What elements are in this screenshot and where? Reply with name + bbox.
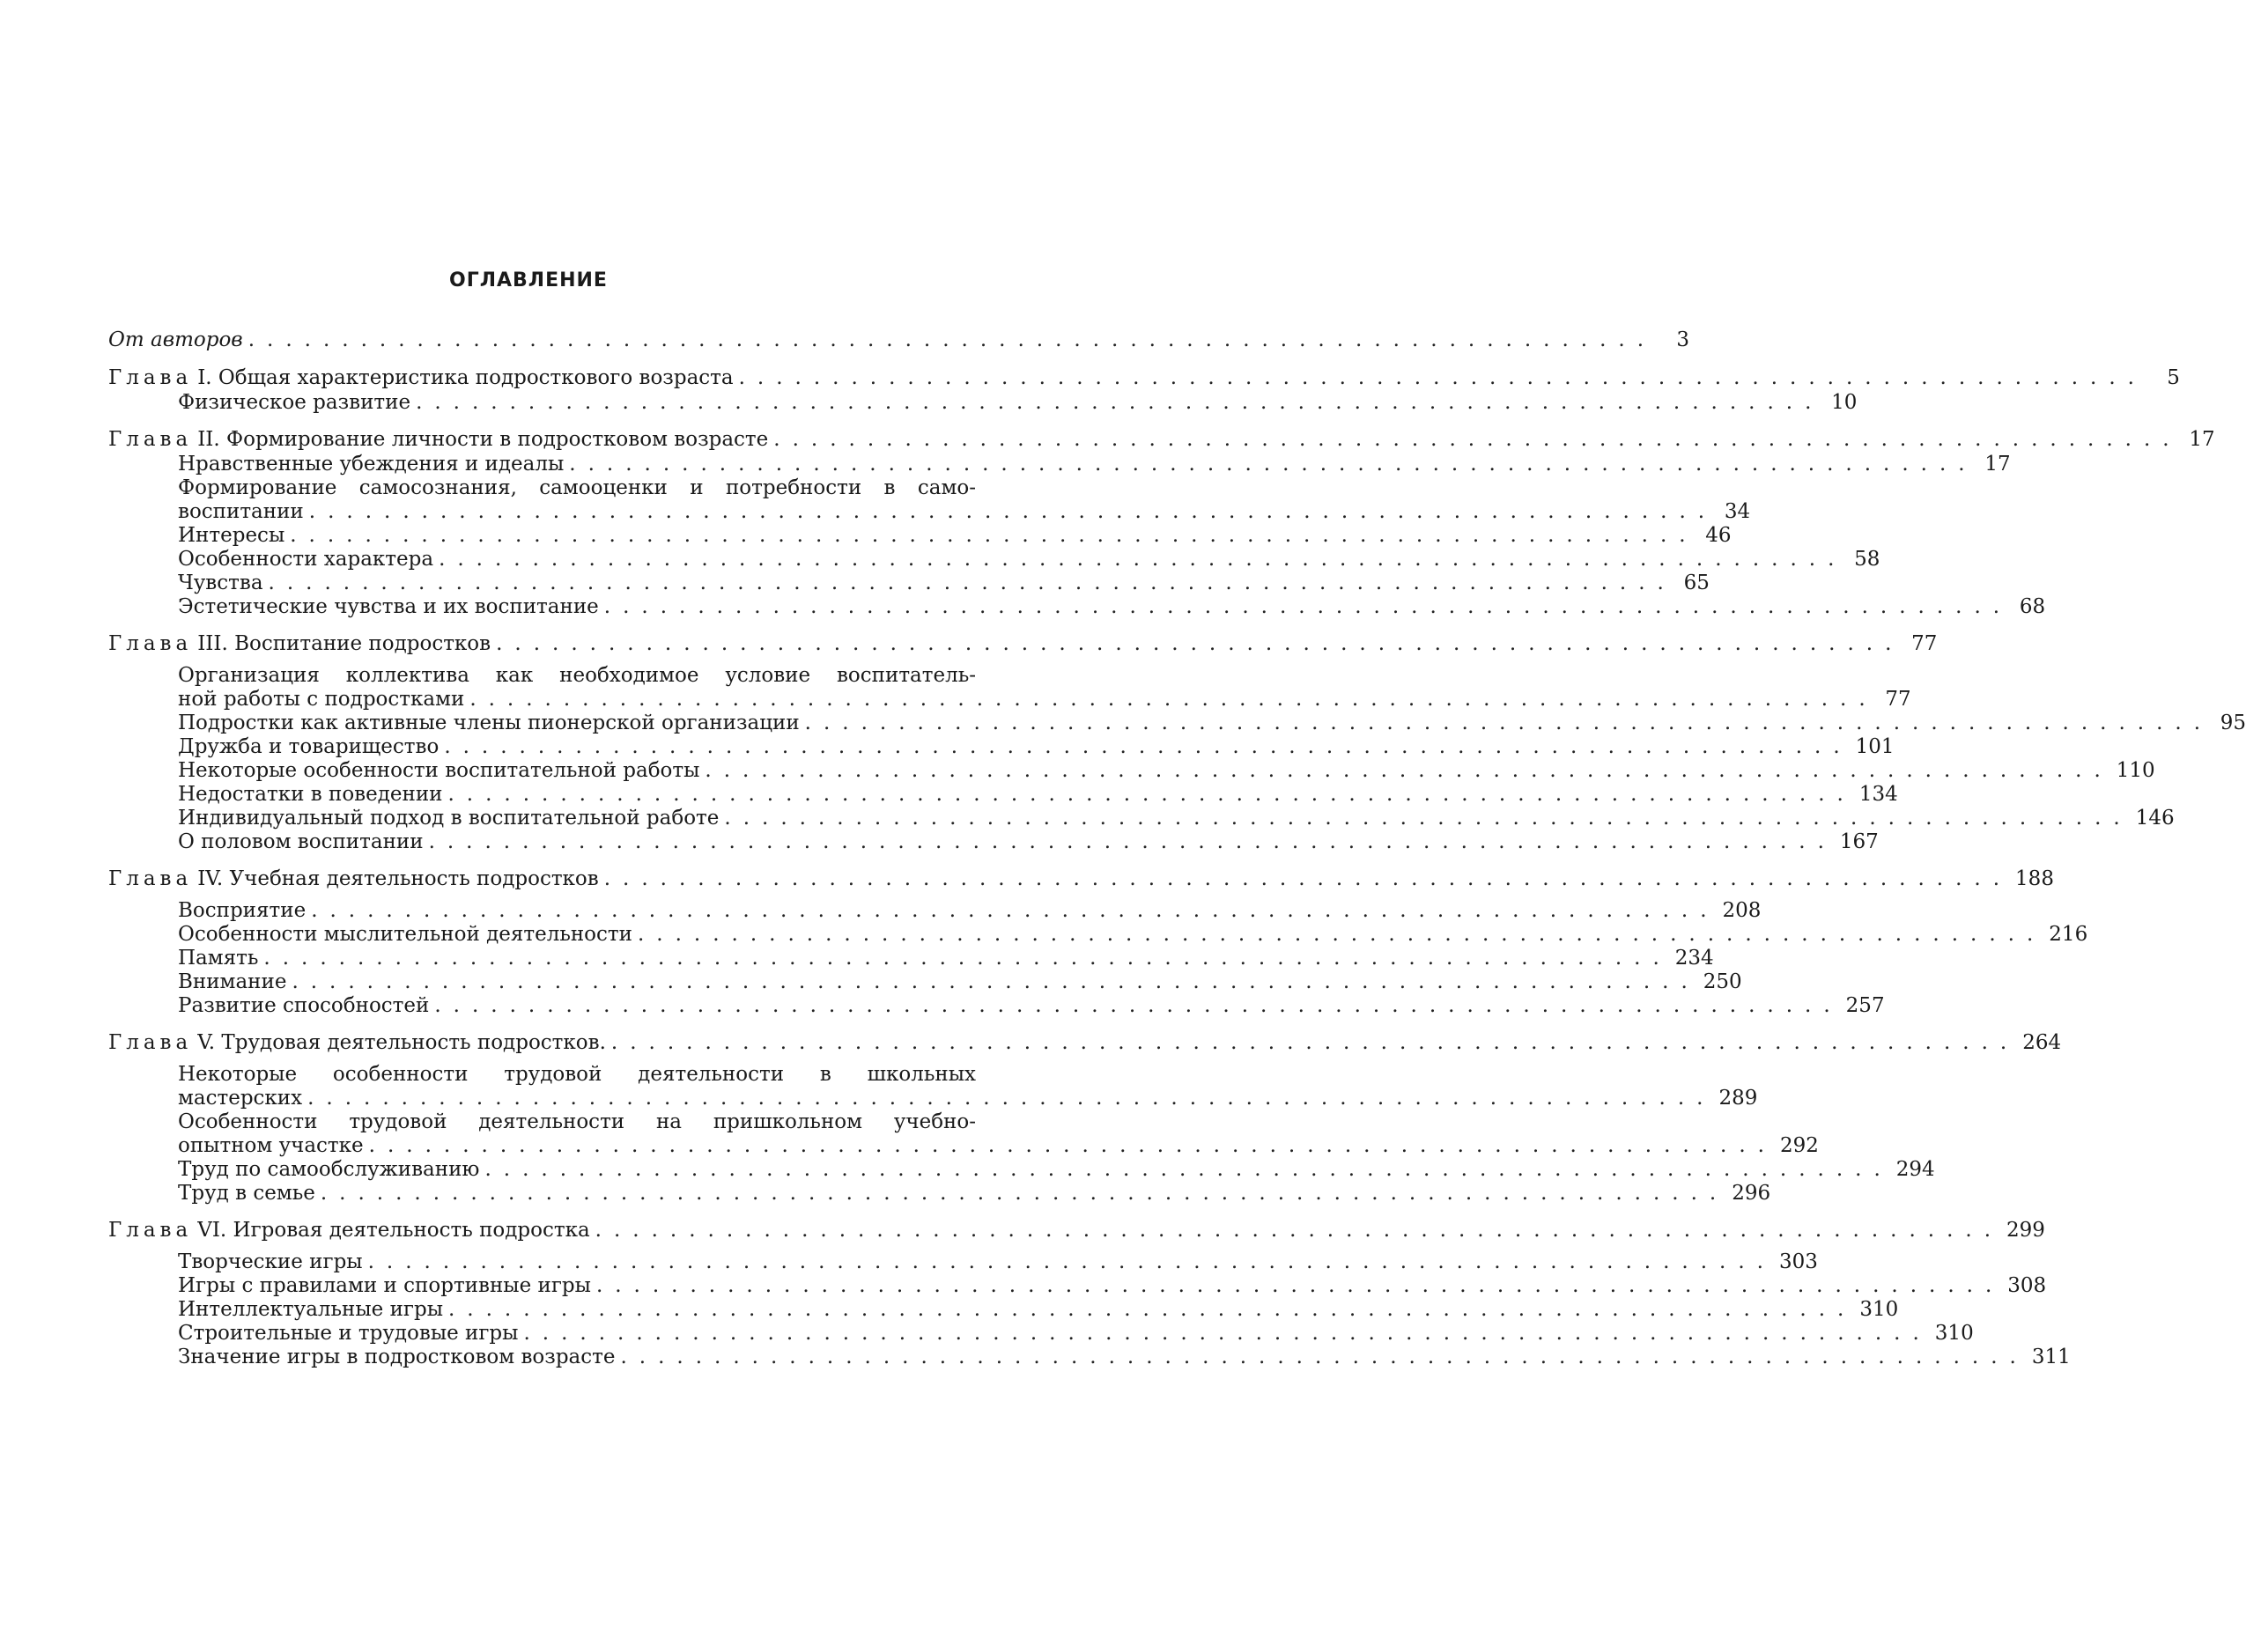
toc-page-number: 34	[1724, 500, 1751, 523]
toc-section-label: Развитие способностей	[178, 994, 430, 1017]
toc-page-number: 289	[1718, 1087, 1758, 1110]
leader-dots: ...........................................................................	[569, 453, 1977, 476]
toc-section-line[interactable]: Особенности трудовой деятельности на пришкольном учебно-	[178, 1110, 976, 1133]
toc-section[interactable]	[108, 1158, 1935, 1182]
toc-section-label: Восприятие	[178, 899, 307, 922]
toc-page-number: 264	[2022, 1031, 2062, 1054]
chapter-prefix: Глава	[108, 1031, 193, 1054]
toc-section[interactable]	[108, 947, 1714, 970]
toc-page-number: 65	[1683, 572, 1710, 594]
table-of-contents	[108, 328, 2246, 1369]
leader-dots: ...........................................................................	[368, 1134, 1777, 1157]
toc-section[interactable]	[108, 712, 2246, 735]
toc-section-label: Интеллектуальные игры	[178, 1298, 443, 1321]
toc-chapter-heading	[108, 631, 491, 657]
leader-dots: ...........................................................................	[724, 807, 2132, 830]
toc-section[interactable]	[108, 899, 1762, 923]
toc-section[interactable]	[108, 830, 1879, 854]
leader-dots: ...........................................................................	[484, 1158, 1893, 1181]
toc-section-continued[interactable]	[108, 500, 1751, 524]
toc-section[interactable]	[108, 524, 1732, 548]
chapter-prefix: Глава	[108, 366, 193, 389]
toc-chapter-heading	[108, 867, 599, 892]
toc-section[interactable]	[108, 1322, 1974, 1346]
leader-dots: ...........................................................................	[248, 328, 1657, 351]
toc-page-number: 10	[1831, 391, 1858, 414]
leader-dots: ...........................................................................	[311, 899, 1719, 922]
toc-page-number: 308	[2007, 1274, 2047, 1297]
leader-dots: ...........................................................................	[603, 867, 2013, 890]
toc-page-number: 294	[1895, 1158, 1935, 1181]
leader-dots: ...........................................................................	[268, 572, 1676, 594]
leader-dots: ...........................................................................	[439, 548, 1847, 571]
toc-page-number: 310	[1859, 1298, 1899, 1321]
leader-dots: ...........................................................................	[773, 428, 2182, 451]
leader-dots: ...........................................................................	[367, 1250, 1776, 1273]
toc-section-label: Нравственные убеждения и идеалы	[178, 453, 565, 476]
toc-section[interactable]	[108, 453, 2011, 476]
toc-section-label: Некоторые особенности воспитательной работы	[178, 759, 700, 782]
toc-page-number: 77	[1885, 688, 1911, 711]
toc-page-number: 299	[2006, 1219, 2045, 1242]
toc-section-line[interactable]: Некоторые особенности трудовой деятельности в школьных	[178, 1063, 976, 1086]
leader-dots: ...........................................................................	[804, 712, 2213, 734]
leader-dots: ...........................................................................	[705, 759, 2113, 782]
toc-page-number: 101	[1855, 735, 1895, 758]
toc-section-label: Чувства	[178, 572, 263, 594]
toc-section-label: Подростки как активные члены пионерской организации	[178, 712, 800, 734]
toc-section-continued[interactable]	[108, 1134, 1819, 1158]
toc-page-number: 17	[1984, 453, 2011, 476]
toc-page-number: 77	[1911, 632, 1938, 655]
toc-page-number: 68	[2019, 595, 2046, 618]
leader-dots: ...........................................................................	[595, 1274, 2005, 1297]
toc-section[interactable]	[108, 1346, 2071, 1369]
leader-dots: ...........................................................................	[416, 391, 1824, 414]
chapter-title: IV. Учебная деятельность подростков	[197, 867, 599, 890]
leader-dots: ...........................................................................	[320, 1182, 1729, 1205]
toc-section-label: Физическое развитие	[178, 391, 411, 414]
toc-section-line[interactable]: Организация коллектива как необходимое условие воспитатель-	[178, 664, 976, 687]
leader-dots: ...........................................................................	[469, 688, 1878, 711]
leader-dots: ...........................................................................	[637, 923, 2046, 946]
chapter-title: V. Трудовая деятельность подростков.	[197, 1031, 606, 1054]
toc-page-number: 234	[1674, 947, 1714, 970]
toc-page-number: 46	[1705, 524, 1732, 547]
toc-page-number: 303	[1778, 1250, 1818, 1273]
toc-page-number: 208	[1722, 899, 1762, 922]
toc-page-number: 311	[2031, 1346, 2071, 1368]
toc-section-label: Строительные и трудовые игры	[178, 1322, 519, 1345]
toc-section-label: Внимание	[178, 970, 287, 993]
toc-section[interactable]	[108, 923, 2088, 947]
toc-section-continued[interactable]	[108, 688, 1911, 712]
toc-section[interactable]	[108, 595, 2046, 619]
toc-section-label: Особенности характера	[178, 548, 434, 571]
toc-section[interactable]	[108, 1182, 1771, 1206]
toc-section[interactable]	[108, 807, 2175, 830]
toc-section-label: Память	[178, 947, 259, 970]
chapter-prefix: Глава	[108, 867, 193, 890]
toc-chapter-heading	[108, 1218, 590, 1243]
toc-section[interactable]	[108, 391, 1858, 415]
toc-section[interactable]	[108, 1298, 1899, 1322]
leader-dots: ...........................................................................	[308, 500, 1718, 523]
toc-page-number: 257	[1845, 994, 1885, 1017]
toc-page-number: 110	[2116, 759, 2155, 782]
toc-section-label: Интересы	[178, 524, 285, 547]
toc-page-number: 250	[1703, 970, 1742, 993]
toc-section-label: О половом воспитании	[178, 830, 424, 853]
toc-section-label: Эстетические чувства и их воспитание	[178, 595, 599, 618]
chapter-title: VI. Игровая деятельность подростка	[197, 1219, 590, 1242]
chapter-title: III. Воспитание подростков	[197, 632, 491, 655]
toc-page-number: 292	[1779, 1134, 1819, 1157]
leader-dots: ...........................................................................	[620, 1346, 2028, 1368]
toc-chapter-6[interactable]	[108, 1218, 2045, 1243]
toc-section[interactable]	[108, 783, 1898, 807]
chapter-title: II. Формирование личности в подростковом возрасте	[197, 428, 769, 451]
toc-section-label: ной работы с подростками	[178, 688, 465, 711]
toc-section-label: опытном участке	[178, 1134, 364, 1157]
chapter-prefix: Глава	[108, 632, 193, 655]
toc-chapter-2[interactable]	[108, 427, 2215, 453]
toc-page-number: 188	[2015, 867, 2054, 890]
leader-dots: ...........................................................................	[263, 947, 1672, 970]
toc-chapter-5[interactable]	[108, 1030, 2062, 1056]
toc-section-label: мастерских	[178, 1087, 303, 1110]
chapter-title: I. Общая характеристика подросткового возраста	[197, 366, 734, 389]
toc-section-label: Значение игры в подростковом возрасте	[178, 1346, 616, 1368]
toc-chapter-heading	[108, 1030, 606, 1056]
leader-dots: ...........................................................................	[496, 632, 1904, 655]
leader-dots: ...........................................................................	[290, 524, 1698, 547]
toc-entry-preface[interactable]	[108, 328, 1690, 353]
toc-section-label: Труд в семье	[178, 1182, 315, 1205]
leader-dots: ...........................................................................	[292, 970, 1700, 993]
chapter-prefix: Глава	[108, 1219, 193, 1242]
toc-entry-label: От авторов	[108, 328, 243, 351]
toc-page-number: 146	[2135, 807, 2175, 830]
toc-section[interactable]	[108, 548, 1880, 572]
toc-page-number: 3	[1676, 328, 1690, 351]
toc-section-label: Игры с правилами и спортивные игры	[178, 1274, 591, 1297]
toc-section[interactable]	[108, 1250, 1818, 1274]
toc-page-number: 216	[2049, 923, 2088, 946]
toc-chapter-3[interactable]	[108, 631, 1938, 657]
toc-chapter-heading	[108, 365, 734, 391]
toc-page-number: 134	[1858, 783, 1898, 806]
toc-section[interactable]	[108, 1274, 2047, 1298]
leader-dots: ...........................................................................	[448, 1298, 1857, 1321]
toc-page-number: 296	[1732, 1182, 1771, 1205]
leader-dots: ...........................................................................	[434, 994, 1843, 1017]
toc-section-label: Дружба и товарищество	[178, 735, 440, 758]
toc-section[interactable]	[108, 970, 1742, 994]
toc-section-label: Творческие игры	[178, 1250, 363, 1273]
leader-dots: ...........................................................................	[428, 830, 1836, 853]
chapter-prefix: Глава	[108, 428, 193, 451]
toc-section-continued[interactable]	[108, 1087, 1758, 1110]
toc-section-label: воспитании	[178, 500, 304, 523]
toc-section-label: Труд по самообслуживанию	[178, 1158, 480, 1181]
toc-section-label: Индивидуальный подход в воспитательной работе	[178, 807, 720, 830]
toc-page-number: 95	[2220, 712, 2246, 734]
leader-dots: ...........................................................................	[444, 735, 1852, 758]
leader-dots: ...........................................................................	[595, 1219, 2003, 1242]
page-title: ОГЛАВЛЕНИЕ	[449, 269, 608, 291]
toc-section[interactable]	[108, 994, 1885, 1018]
toc-chapter-1[interactable]	[108, 365, 2180, 391]
leader-dots: ...........................................................................	[738, 366, 2146, 389]
leader-dots: ...........................................................................	[603, 595, 2013, 618]
toc-section-line[interactable]: Формирование самосознания, самооценки и потребности в само-	[178, 476, 976, 499]
toc-page-number: 167	[1839, 830, 1879, 853]
toc-page-number: 310	[1934, 1322, 1974, 1345]
toc-section[interactable]	[108, 735, 1895, 759]
leader-dots: ...........................................................................	[447, 783, 1856, 806]
toc-page-number: 5	[2167, 366, 2180, 389]
toc-section-label: Особенности мыслительной деятельности	[178, 923, 632, 946]
toc-chapter-heading	[108, 427, 768, 453]
toc-page-number: 17	[2189, 428, 2215, 451]
leader-dots: ...........................................................................	[523, 1322, 1932, 1345]
leader-dots: ...........................................................................	[307, 1087, 1716, 1110]
toc-section[interactable]	[108, 572, 1710, 595]
leader-dots: ...........................................................................	[610, 1031, 2020, 1054]
toc-page-number: 58	[1854, 548, 1880, 571]
toc-section-label: Недостатки в поведении	[178, 783, 443, 806]
toc-chapter-4[interactable]	[108, 867, 2054, 892]
toc-section[interactable]	[108, 759, 2155, 783]
